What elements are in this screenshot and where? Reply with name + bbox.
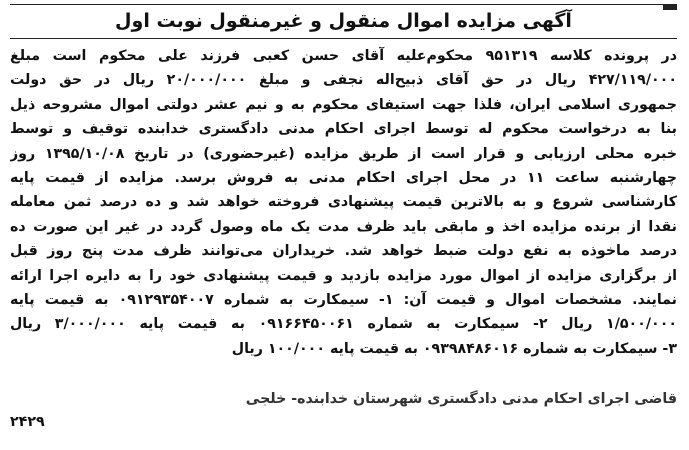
body-line: بنا به درخواست محکوم له توسط اجرای احکام مدنی دادگستری خدابنده توقیف و توسط	[10, 121, 677, 138]
title-divider	[10, 38, 677, 39]
body-line: ۳- سیمکارت به شماره ۰۹۳۹۸۴۸۶۰۱۶ به قیمت پایه ۱۰۰/۰۰۰ ریال	[231, 340, 677, 357]
body-line: نمایند. مشخصات اموال و قیمت آن: ۱- سیمکارت به شماره ۰۹۱۲۹۳۵۴۰۰۷ به قیمت پایه	[10, 291, 677, 308]
body-line: خبره محلی ارزیابی و قرار است از طریق مزایده (غیرحضوری) در تاریخ ۱۳۹۵/۱۰/۰۸ روز	[10, 145, 677, 162]
notice-title: آگهی مزایده اموال منقول و غیرمنقول نوبت اول	[115, 10, 572, 32]
body-line: کارشناسی شروع و به بالاترین قیمت پیشنهادی فروخته خواهد شد و ده درصد ثمن معامله	[10, 194, 677, 211]
top-border-rule	[10, 4, 677, 5]
notice-body	[10, 44, 677, 361]
body-line: جمهوری اسلامی ایران، فلذا جهت استیفای محکوم به و نیم عشر دولتی اموال مشروحه ذیل	[10, 96, 677, 113]
auction-notice	[6, 4, 681, 440]
body-line: چهارشنبه ساعت ۱۱ در محل اجرای احکام مدنی به فروش برسد. مزایده از قیمت پایه	[10, 169, 677, 186]
body-line: درصد ماخوذه به نفع دولت ضبط خواهد شد. خریداران می‌توانند ظرف مدت پنج روز قبل	[10, 243, 677, 260]
body-line: از برگزاری مزایده از اموال مورد مزایده بازدید و قیمت پیشنهادی خود را به دایره اجرا ارائه	[10, 267, 677, 284]
body-line: ۱/۵۰۰/۰۰۰ ریال ۲- سیمکارت به شماره ۰۹۱۶۶۴۵۰۰۶۱ به قیمت پایه ۳/۰۰۰/۰۰۰ ریال	[10, 316, 677, 333]
ad-number: ۲۴۲۹	[10, 414, 45, 430]
body-line: نقدا از برنده مزایده اخذ و مابقی باید ظرف مدت یک ماه وصول گردد در غیر این صورت ده	[10, 218, 677, 235]
body-line: در پرونده کلاسه ۹۵۱۳۱۹ محکوم‌علیه آقای حسن کعبی فرزند علی محکوم است مبلغ	[10, 48, 677, 64]
body-line: ۴۲۷/۱۱۹/۰۰۰ ریال در حق آقای ذبیح‌اله نجفی و مبلغ ۲۰/۰۰۰/۰۰۰ ریال در حق دولت	[10, 72, 677, 89]
judge-signature: قاضی اجرای احکام مدنی دادگستری شهرستان خدابنده- خلجی	[245, 391, 677, 407]
